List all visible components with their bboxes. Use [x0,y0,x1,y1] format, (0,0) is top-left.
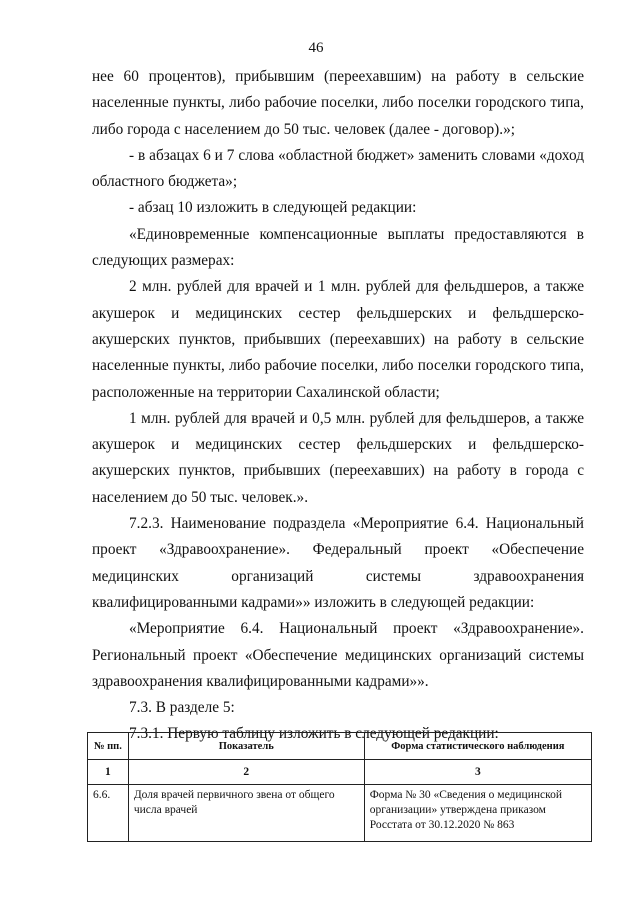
paragraph-6: 1 млн. рублей для врачей и 0,5 млн. рублей для фельдшеров, а также акушерок и медицинских сестер фельдшерских и фельдшерско-акушерских пунктов, прибывших (переехавших) на работу в города с населением до 50 тыс. человек.». [92,409,584,506]
paragraph-5: 2 млн. рублей для врачей и 1 млн. рублей для фельдшеров, а также акушерок и медицинских сестер фельдшерских и фельдшерско-акушерских пунктов, прибывших (переехавших) на работу в сельские населенные пункты, либо рабочие поселки, либо поселки городского типа, расположенные на территории Сахалинской области; [92,278,584,401]
paragraph-9: 7.3. В разделе 5: [129,699,235,717]
paragraph-3: - абзац 10 изложить в следующей редакции: [129,199,417,217]
page-number: 46 [308,40,324,56]
document-body [92,64,584,748]
paragraph-7: 7.2.3. Наименование подраздела «Мероприятие 6.4. Национальный проект «Здравоохранение». Федеральный проект «Обеспечение медицинских организаций системы здравоохранения квалифицированными кадрами»» изложить в следующей редакции: [92,515,584,611]
table-column-numbers-row [88,760,592,785]
paragraph-4: «Единовременные компенсационные выплаты предоставляются в следующих размерах: [92,225,584,270]
table-header-number: № пп. [88,733,129,760]
indicators-table [87,732,592,842]
paragraph-1: нее 60 процентов), прибывшим (переехавшим) на работу в сельские населенные пункты, либо рабочие поселки, либо поселки городского типа, либо города с населением до 50 тыс. человек (далее - договор).»; [92,68,584,138]
paragraph-10: 7.3.1. Первую таблицу изложить в следующей редакции: [129,725,499,743]
table-cell-form: Форма № 30 «Сведения о медицинской организации» утверждена приказом Росстата от 30.12.2020 № 863 [364,785,591,842]
table-header-form: Форма статистического наблюдения [364,733,591,760]
table-cell-number: 6.6. [88,785,129,842]
table-column-number-3: 3 [364,760,591,785]
table-cell-indicator: Доля врачей первичного звена от общего числа врачей [128,785,364,842]
table-header-row [88,733,592,760]
table-row [88,785,592,842]
paragraph-2: - в абзацах 6 и 7 слова «областной бюджет» заменить словами «доход областного бюджета»; [92,146,584,191]
table-column-number-1: 1 [88,760,129,785]
paragraph-8: «Мероприятие 6.4. Национальный проект «Здравоохранение». Региональный проект «Обеспечение медицинских организаций системы здравоохранения квалифицированными кадрами»». [92,620,584,690]
table-header-indicator: Показатель [128,733,364,760]
table-column-number-2: 2 [128,760,364,785]
